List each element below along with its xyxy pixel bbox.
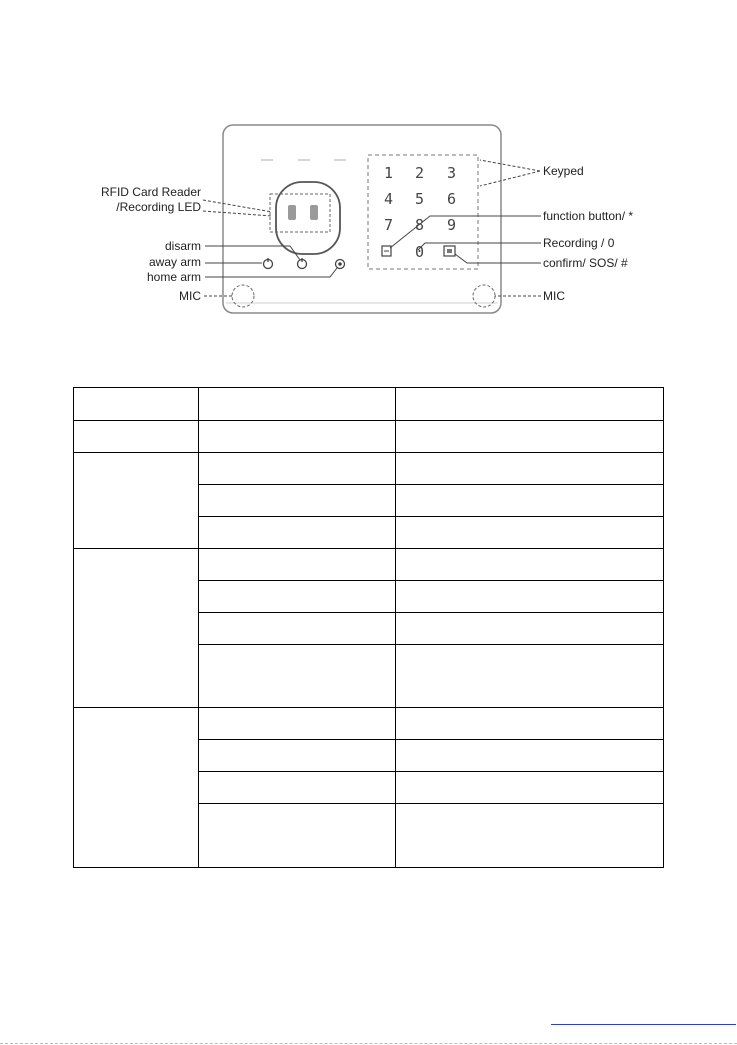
table-cell xyxy=(396,549,664,581)
label-away-arm: away arm xyxy=(148,255,201,269)
label-keypad: Keyped xyxy=(543,164,584,178)
table-cell xyxy=(199,485,396,517)
spec-table xyxy=(73,387,664,868)
table-cell xyxy=(396,645,664,708)
table-row xyxy=(74,388,664,421)
label-function-button: function button/ * xyxy=(543,209,634,223)
key-4: 4 xyxy=(384,190,394,208)
page-bottom-border xyxy=(0,1043,737,1044)
key-9: 9 xyxy=(447,216,457,234)
table-cell xyxy=(396,485,664,517)
table-cell xyxy=(199,613,396,645)
label-rfid-line2: /Recording LED xyxy=(116,200,201,214)
key-5: 5 xyxy=(415,190,425,208)
key-1: 1 xyxy=(384,164,394,182)
key-0: 0 xyxy=(415,243,425,261)
table-cell xyxy=(199,772,396,804)
table-cell xyxy=(396,740,664,772)
table-cell xyxy=(199,740,396,772)
table-row xyxy=(74,453,664,485)
key-6: 6 xyxy=(447,190,457,208)
table-cell xyxy=(396,581,664,613)
table-row xyxy=(74,421,664,453)
key-2: 2 xyxy=(415,164,425,182)
table-cell xyxy=(199,549,396,581)
table-cell xyxy=(199,421,396,453)
table-cell xyxy=(199,581,396,613)
footer-link-underline xyxy=(551,1024,736,1025)
label-home-arm: home arm xyxy=(146,270,201,284)
device-body xyxy=(223,125,501,313)
table-cell xyxy=(199,645,396,708)
table-cell xyxy=(199,708,396,740)
table-cell xyxy=(396,613,664,645)
key-8: 8 xyxy=(415,216,425,234)
table-cell xyxy=(74,453,199,549)
table-cell xyxy=(74,388,199,421)
label-mic-right: MIC xyxy=(543,289,565,303)
table-cell xyxy=(396,804,664,868)
table-cell xyxy=(199,804,396,868)
table-cell xyxy=(396,517,664,549)
label-rfid-line1: RFID Card Reader xyxy=(100,185,201,199)
table-cell xyxy=(74,421,199,453)
table-cell xyxy=(74,708,199,868)
key-7: 7 xyxy=(384,216,394,234)
table-cell xyxy=(396,453,664,485)
key-3: 3 xyxy=(447,164,457,182)
table-cell xyxy=(199,388,396,421)
table-cell xyxy=(396,772,664,804)
label-confirm: confirm/ SOS/ # xyxy=(543,256,628,270)
table-cell xyxy=(199,517,396,549)
label-recording: Recording / 0 xyxy=(543,236,615,250)
table-row xyxy=(74,549,664,581)
table-cell xyxy=(74,549,199,708)
table-cell xyxy=(396,388,664,421)
label-mic-left: MIC xyxy=(179,289,201,303)
table-cell xyxy=(396,708,664,740)
table-row xyxy=(74,708,664,740)
table-cell xyxy=(396,421,664,453)
table-cell xyxy=(199,453,396,485)
device-diagram xyxy=(0,0,737,340)
label-disarm: disarm xyxy=(164,239,201,253)
